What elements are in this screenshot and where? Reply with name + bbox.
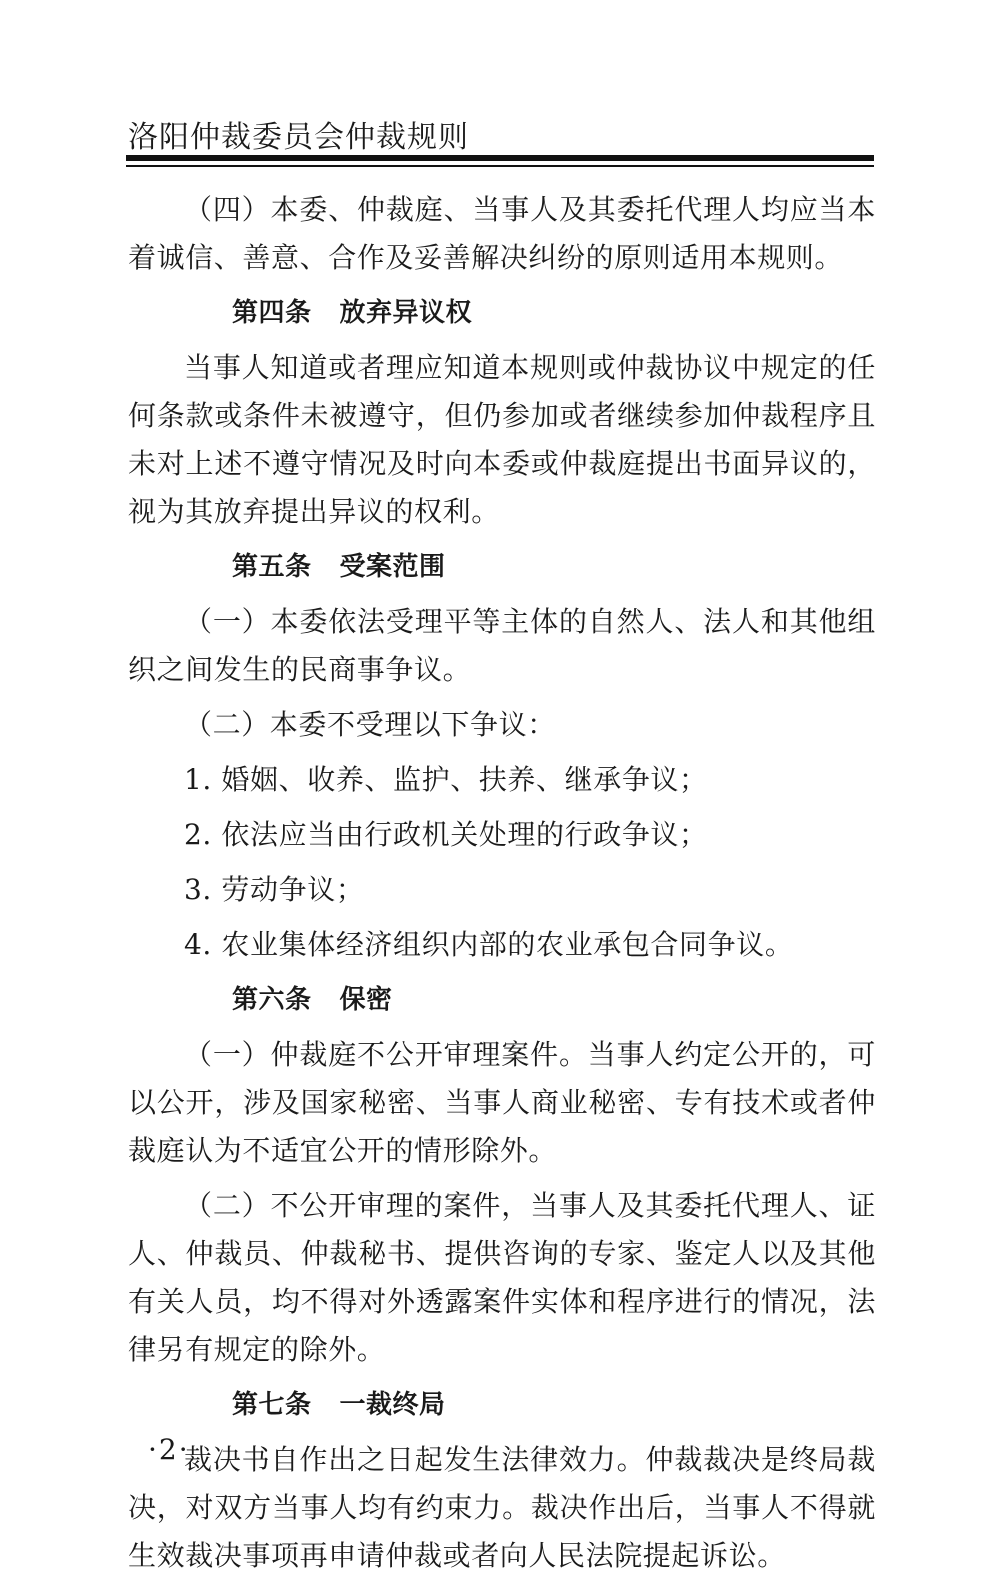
article-number: 第七条 [232, 1390, 312, 1420]
article-number: 第四条 [232, 298, 312, 328]
article-heading [128, 1381, 876, 1429]
body-text [128, 186, 876, 1587]
header-rule-thin [126, 165, 874, 167]
article-heading [128, 289, 876, 337]
article-title: 放弃异议权 [339, 298, 473, 328]
article-title: 保密 [339, 985, 393, 1015]
paragraph: （一）本委依法受理平等主体的自然人、法人和其他组织之间发生的民商事争议。 [128, 605, 876, 686]
article-heading [128, 543, 876, 591]
article-title: 一裁终局 [339, 1390, 446, 1420]
paragraph: 当事人知道或者理应知道本规则或仲裁协议中规定的任何条款或条件未被遵守，但仍参加或者继续参加仲裁程序且未对上述不遵守情况及时向本委或仲裁庭提出书面异议的，视为其放弃提出异议的权利。 [128, 351, 876, 528]
article-number: 第六条 [232, 985, 312, 1015]
paragraph: 裁决书自作出之日起发生法律效力。仲裁裁决是终局裁决，对双方当事人均有约束力。裁决作出后，当事人不得就生效裁决事项再申请仲裁或者向人民法院提起诉讼。 [128, 1443, 876, 1572]
paragraph: （二）不公开审理的案件，当事人及其委托代理人、证人、仲裁员、仲裁秘书、提供咨询的专家、鉴定人以及其他有关人员，均不得对外透露案件实体和程序进行的情况，法律另有规定的除外。 [128, 1189, 876, 1366]
article-number: 第五条 [232, 552, 312, 582]
paragraph: （一）仲裁庭不公开审理案件。当事人约定公开的，可以公开，涉及国家秘密、当事人商业秘密、专有技术或者仲裁庭认为不适宜公开的情形除外。 [128, 1038, 876, 1167]
header-rule-thick [126, 155, 874, 161]
page-number: ·2· [148, 1433, 190, 1466]
list-item: 1. 婚姻、收养、监护、扶养、继承争议； [184, 763, 708, 796]
article-heading [128, 976, 876, 1024]
list-item: 2. 依法应当由行政机关处理的行政争议； [184, 818, 708, 851]
paragraph: （二）本委不受理以下争议： [184, 708, 556, 741]
article-title: 受案范围 [339, 552, 446, 582]
list-item: 4. 农业集体经济组织内部的农业承包合同争议。 [184, 928, 794, 961]
list-item: 3. 劳动争议； [184, 873, 365, 906]
running-header: 洛阳仲裁委员会仲裁规则 [128, 120, 469, 155]
paragraph: （四）本委、仲裁庭、当事人及其委托代理人均应当本着诚信、善意、合作及妥善解决纠纷的原则适用本规则。 [128, 193, 876, 274]
